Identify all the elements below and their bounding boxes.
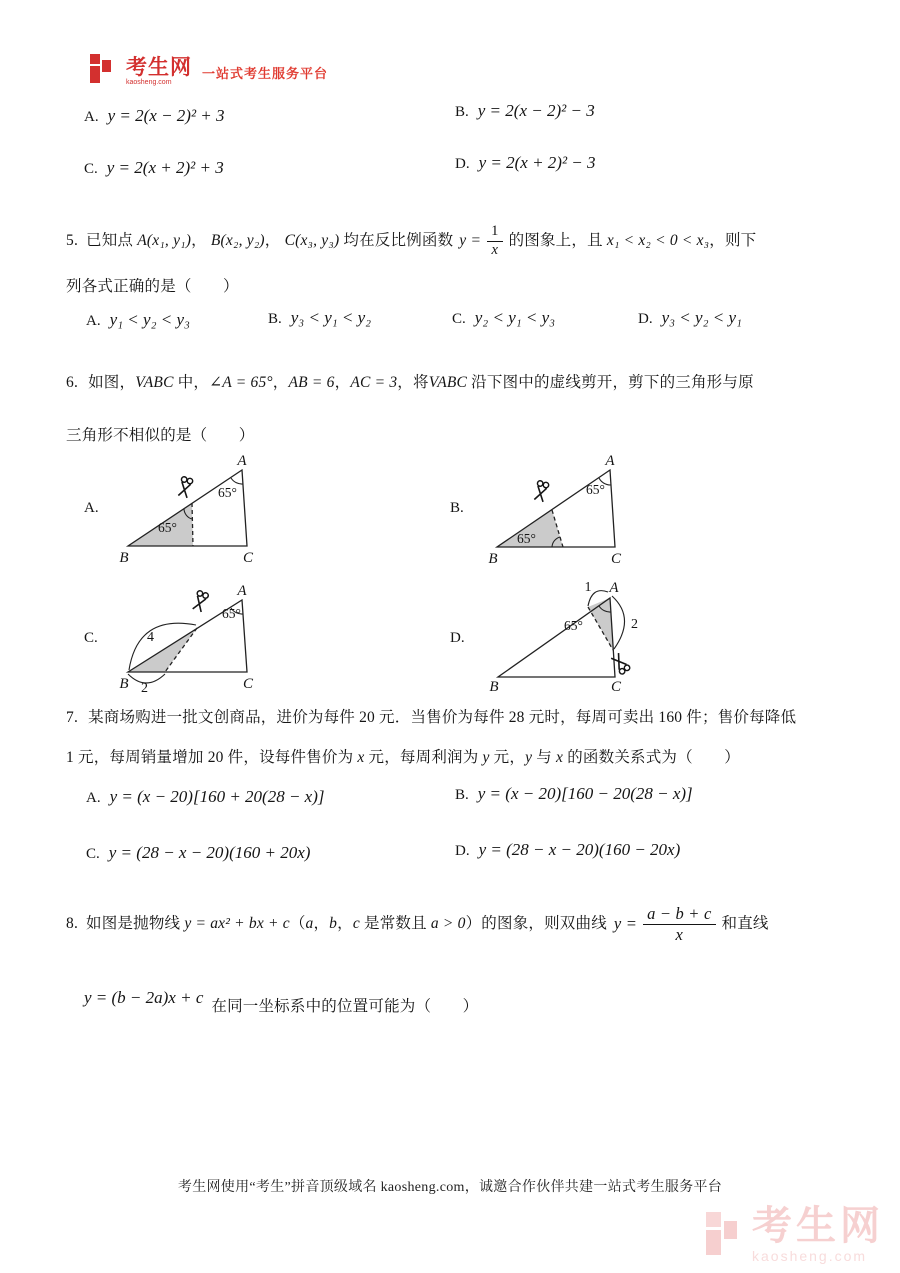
brand-domain: kaosheng.com bbox=[126, 79, 172, 86]
svg-text:2: 2 bbox=[631, 617, 638, 632]
triangle-diagram-a bbox=[100, 452, 300, 578]
triangle-diagram-b bbox=[445, 452, 645, 578]
q8-line-formula: y = (b − 2a)x + c bbox=[84, 988, 204, 1007]
q6-stem-line1 bbox=[66, 372, 754, 394]
footer-text: 考生网使用“考生”拼音顶级域名 kaosheng.com，诚邀合作伙伴共建一站式考生服务平台 bbox=[177, 1180, 723, 1195]
q5-stem-text: 已知点 A(x₁, y₁)， B(x₂, y₂)， C(x₃, y₃) 均在反比例函数 bbox=[86, 231, 454, 249]
q5-stem-text-tail: 的图象上，且 x₁ < x₂ < 0 < x₃，则下 bbox=[508, 231, 757, 249]
header-logo bbox=[90, 52, 328, 86]
svg-text:C: C bbox=[610, 679, 622, 695]
q5-stem-line1 bbox=[66, 218, 756, 264]
option-formula: y = 2(x − 2)² + 3 bbox=[107, 106, 225, 125]
svg-text:C: C bbox=[610, 551, 622, 567]
kaosheng-logo-icon bbox=[90, 52, 116, 86]
q6-diagram-c-label: C. bbox=[84, 630, 98, 646]
q6-diagram-d-label: D. bbox=[450, 630, 465, 646]
svg-text:C: C bbox=[242, 676, 254, 692]
svg-text:1: 1 bbox=[584, 580, 592, 595]
option-label: A. bbox=[84, 109, 99, 125]
svg-text:65°: 65° bbox=[222, 606, 241, 621]
q7-option-a: A. y = (x − 20)[160 + 20(28 − x)] bbox=[86, 787, 325, 806]
brand-name: 考生网 bbox=[126, 56, 192, 79]
q7-option-c: C. y = (28 − x − 20)(160 + 20x) bbox=[86, 843, 311, 862]
triangle-diagram-d bbox=[445, 578, 645, 704]
q8-stem-tail: 和直线 bbox=[721, 914, 769, 932]
svg-text:65°: 65° bbox=[586, 482, 605, 497]
q5-fraction-lhs: y = bbox=[459, 231, 482, 249]
brand-tagline: 一站式考生服务平台 bbox=[202, 66, 329, 81]
q4-option-b bbox=[455, 101, 595, 121]
q7-option-d: D. y = (28 − x − 20)(160 − 20x) bbox=[455, 840, 681, 859]
question-number: 5. bbox=[66, 231, 79, 249]
watermark-brand: 考生网 bbox=[752, 1204, 884, 1248]
scissors-icon bbox=[533, 480, 549, 502]
q4-option-d bbox=[455, 153, 596, 173]
svg-text:65°: 65° bbox=[218, 485, 237, 500]
q7-stem-text2: 1 元，每周销量增加 20 件，设每件售价为 x 元，每周利润为 y 元，y 与 x 的函数关系式为（ ） bbox=[66, 749, 740, 766]
svg-text:65°: 65° bbox=[517, 531, 536, 546]
q8-fraction-lhs: y = bbox=[613, 914, 638, 934]
q8-stem-line2 bbox=[84, 988, 479, 1015]
q6-diagram-a-label: A. bbox=[84, 500, 99, 516]
svg-text:2: 2 bbox=[141, 681, 148, 696]
q6-stem-text: 如图，VABC 中，∠A = 65°，AB = 6，AC = 3，将VABC 沿下图中的虚线剪开，剪下的三角形与原 bbox=[88, 374, 754, 391]
question-number: 6. bbox=[66, 374, 79, 391]
scissors-icon bbox=[192, 590, 209, 612]
svg-text:B: B bbox=[489, 679, 499, 695]
q6-diagram-b-label: B. bbox=[450, 500, 464, 516]
watermark-logo-icon bbox=[706, 1206, 744, 1262]
q5-fraction: $\frac{1}{x}$ bbox=[487, 224, 502, 257]
option-formula: y = 2(x − 2)² − 3 bbox=[477, 101, 595, 120]
option-label: B. bbox=[455, 104, 469, 120]
q7-stem-text: 某商场购进一批文创商品，进价为每件 20 元．当售价为每件 28 元时，每周可卖出 160 件；售价每降低 bbox=[88, 709, 797, 726]
q5-option-d: D. y₃ < y₂ < y₁ bbox=[638, 308, 742, 327]
triangle-diagram-c bbox=[100, 578, 300, 704]
svg-text:B: B bbox=[488, 551, 498, 567]
svg-text:A: A bbox=[609, 580, 619, 596]
option-formula: y = 2(x + 2)² + 3 bbox=[106, 158, 224, 177]
q5-stem-line2: 列各式正确的是（ ） bbox=[66, 278, 239, 295]
watermark-logo bbox=[706, 1206, 884, 1263]
scissors-icon bbox=[177, 476, 193, 498]
svg-text:A: A bbox=[237, 583, 247, 599]
q8-stem-line1 bbox=[66, 896, 769, 952]
option-label: C. bbox=[84, 161, 98, 177]
q6-stem-line2: 三角形不相似的是（ ） bbox=[66, 427, 255, 444]
q5-option-a: A. y₁ < y₂ < y₃ bbox=[86, 310, 190, 329]
svg-text:65°: 65° bbox=[158, 520, 177, 535]
option-label: D. bbox=[455, 156, 470, 172]
svg-text:A: A bbox=[605, 453, 615, 469]
q8-line-tail: 在同一坐标系中的位置可能为（ ） bbox=[211, 998, 479, 1015]
svg-text:C: C bbox=[242, 550, 254, 566]
q7-stem-line2 bbox=[66, 747, 740, 769]
svg-text:B: B bbox=[119, 676, 129, 692]
q8-stem-text: 如图是抛物线 y = ax² + bx + c（a，b，c 是常数且 a > 0）的图象，则双曲线 bbox=[86, 914, 607, 932]
q4-option-c bbox=[84, 158, 224, 178]
svg-text:B: B bbox=[119, 550, 129, 566]
svg-text:65°: 65° bbox=[564, 618, 583, 633]
q4-option-a bbox=[84, 106, 225, 126]
q8-fraction: $\frac{a - b + c}{x}$ bbox=[643, 905, 715, 943]
q7-option-b: B. y = (x − 20)[160 − 20(28 − x)] bbox=[455, 784, 693, 803]
question-number: 7. bbox=[66, 709, 79, 726]
svg-text:A: A bbox=[237, 453, 247, 469]
option-formula: y = 2(x + 2)² − 3 bbox=[478, 153, 596, 172]
watermark-domain: kaosheng.com bbox=[752, 1248, 868, 1264]
question-number: 8. bbox=[66, 914, 79, 932]
q5-option-c: C. y₂ < y₁ < y₃ bbox=[452, 308, 556, 327]
q5-option-b: B. y₃ < y₁ < y₂ bbox=[268, 308, 372, 327]
svg-text:4: 4 bbox=[147, 630, 154, 645]
q7-stem-line1 bbox=[66, 707, 796, 729]
